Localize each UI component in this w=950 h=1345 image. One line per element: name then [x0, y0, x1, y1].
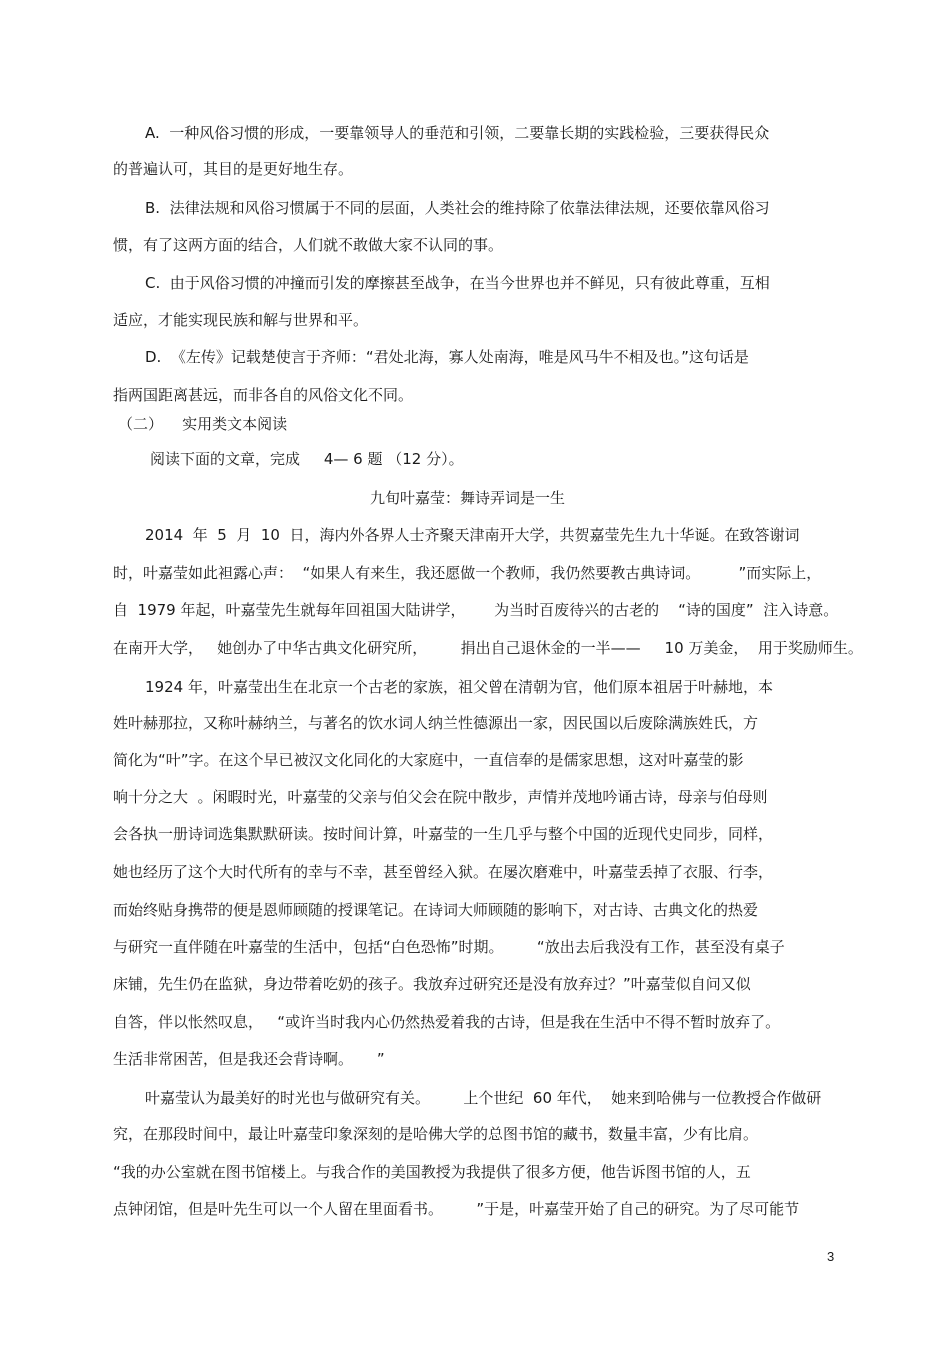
- paragraph-line: 姓叶赫那拉，又称叶赫纳兰，与著名的饮水词人纳兰性德源出一家，因民国以后废除满族姓氏，方: [113, 714, 759, 732]
- paragraph-line: 2014 年 5 月 10 日，海内外各界人士齐聚天津南开大学，共贺嘉莹先生九十华诞。在致答谢词: [145, 526, 800, 544]
- paragraph-line: 响十分之大 。闲暇时光，叶嘉莹的父亲与伯父会在院中散步，声情并茂地吟诵古诗，母亲与伯母则: [113, 788, 768, 806]
- paragraph-line: 会各执一册诗词选集默默研读。按时间计算，叶嘉莹的一生几乎与整个中国的近现代史同步，同样，: [113, 825, 774, 843]
- paragraph-line: 自 1979 年起，叶嘉莹先生就每年回祖国大陆讲学， 为当时百废待兴的古老的 “诗的国度” 注入诗意。: [113, 601, 839, 619]
- paragraph-line: 叶嘉莹认为最美好的时光也与做研究有关。 上个世纪 60 年代， 她来到哈佛与一位教授合作做研: [145, 1089, 822, 1107]
- option-line: 指两国距离甚远，而非各自的风俗文化不同。: [113, 386, 414, 404]
- paragraph-line: 点钟闭馆，但是叶先生可以一个人留在里面看书。 ”于是，叶嘉莹开始了自己的研究。为了尽可能节: [113, 1200, 800, 1218]
- option-line: 惯，有了这两方面的结合，人们就不敢做大家不认同的事。: [113, 236, 504, 254]
- page-number: 3: [827, 1249, 835, 1264]
- article-title: 九旬叶嘉莹：舞诗弄词是一生: [370, 489, 566, 507]
- option-line: 的普遍认可，其目的是更好地生存。: [113, 160, 354, 178]
- section-instruction: 阅读下面的文章，完成 4— 6 题 （12 分）。: [150, 450, 464, 468]
- option-line: A. 一种风俗习惯的形成，一要靠领导人的垂范和引领，二要靠长期的实践检验，三要获得民众: [145, 124, 770, 142]
- paragraph-line: 床铺，先生仍在监狱，身边带着吃奶的孩子。我放弃过研究还是没有放弃过？”叶嘉莹似自问又似: [113, 975, 751, 993]
- paragraph-line: 她也经历了这个大时代所有的幸与不幸，甚至曾经入狱。在屡次磨难中，叶嘉莹丢掉了衣服、行李，: [113, 863, 774, 881]
- option-line: 适应，才能实现民族和解与世界和平。: [113, 311, 369, 329]
- paragraph-line: 简化为“叶”字。在这个早已被汉文化同化的大家庭中，一直信奉的是儒家思想，这对叶嘉莹的影: [113, 751, 744, 769]
- paragraph-line: 生活非常困苦，但是我还会背诗啊。 ”: [113, 1050, 385, 1068]
- option-line: D. 《左传》记载楚使言于齐师：“君处北海，寡人处南海，唯是风马牛不相及也。”这句话是: [145, 348, 749, 366]
- paragraph-line: 而始终贴身携带的便是恩师顾随的授课笔记。在诗词大师顾随的影响下，对古诗、古典文化的热爱: [113, 901, 759, 919]
- option-line: C. 由于风俗习惯的冲撞而引发的摩擦甚至战争，在当今世界也并不鲜见，只有彼此尊重，互相: [145, 274, 770, 292]
- option-line: B. 法律法规和风俗习惯属于不同的层面，人类社会的维持除了依靠法律法规，还要依靠风俗习: [145, 199, 770, 217]
- paragraph-line: 与研究一直伴随在叶嘉莹的生活中，包括“白色恐怖”时期。 “放出去后我没有工作，甚至没有桌子: [113, 938, 785, 956]
- paragraph-line: 1924 年，叶嘉莹出生在北京一个古老的家族，祖父曾在清朝为官，他们原本祖居于叶赫地，本: [145, 678, 773, 696]
- paragraph-line: 自答，伴以怅然叹息， “或许当时我内心仍然热爱着我的古诗，但是我在生活中不得不暂时放弃了。: [113, 1013, 781, 1031]
- paragraph-line: 时，叶嘉莹如此袒露心声： “如果人有来生，我还愿做一个教师，我仍然要教古典诗词。 ”而实际上，: [113, 564, 822, 582]
- paragraph-line: 究，在那段时间中，最让叶嘉莹印象深刻的是哈佛大学的总图书馆的藏书，数量丰富，少有比肩。: [113, 1125, 759, 1143]
- section-heading: （二） 实用类文本阅读: [118, 415, 288, 433]
- paragraph-line: 在南开大学， 她创办了中华古典文化研究所， 捐出自己退休金的一半—— 10 万美金， 用于奖励师生。: [113, 639, 863, 657]
- paragraph-line: “我的办公室就在图书馆楼上。与我合作的美国教授为我提供了很多方便，他告诉图书馆的人，五: [113, 1163, 751, 1181]
